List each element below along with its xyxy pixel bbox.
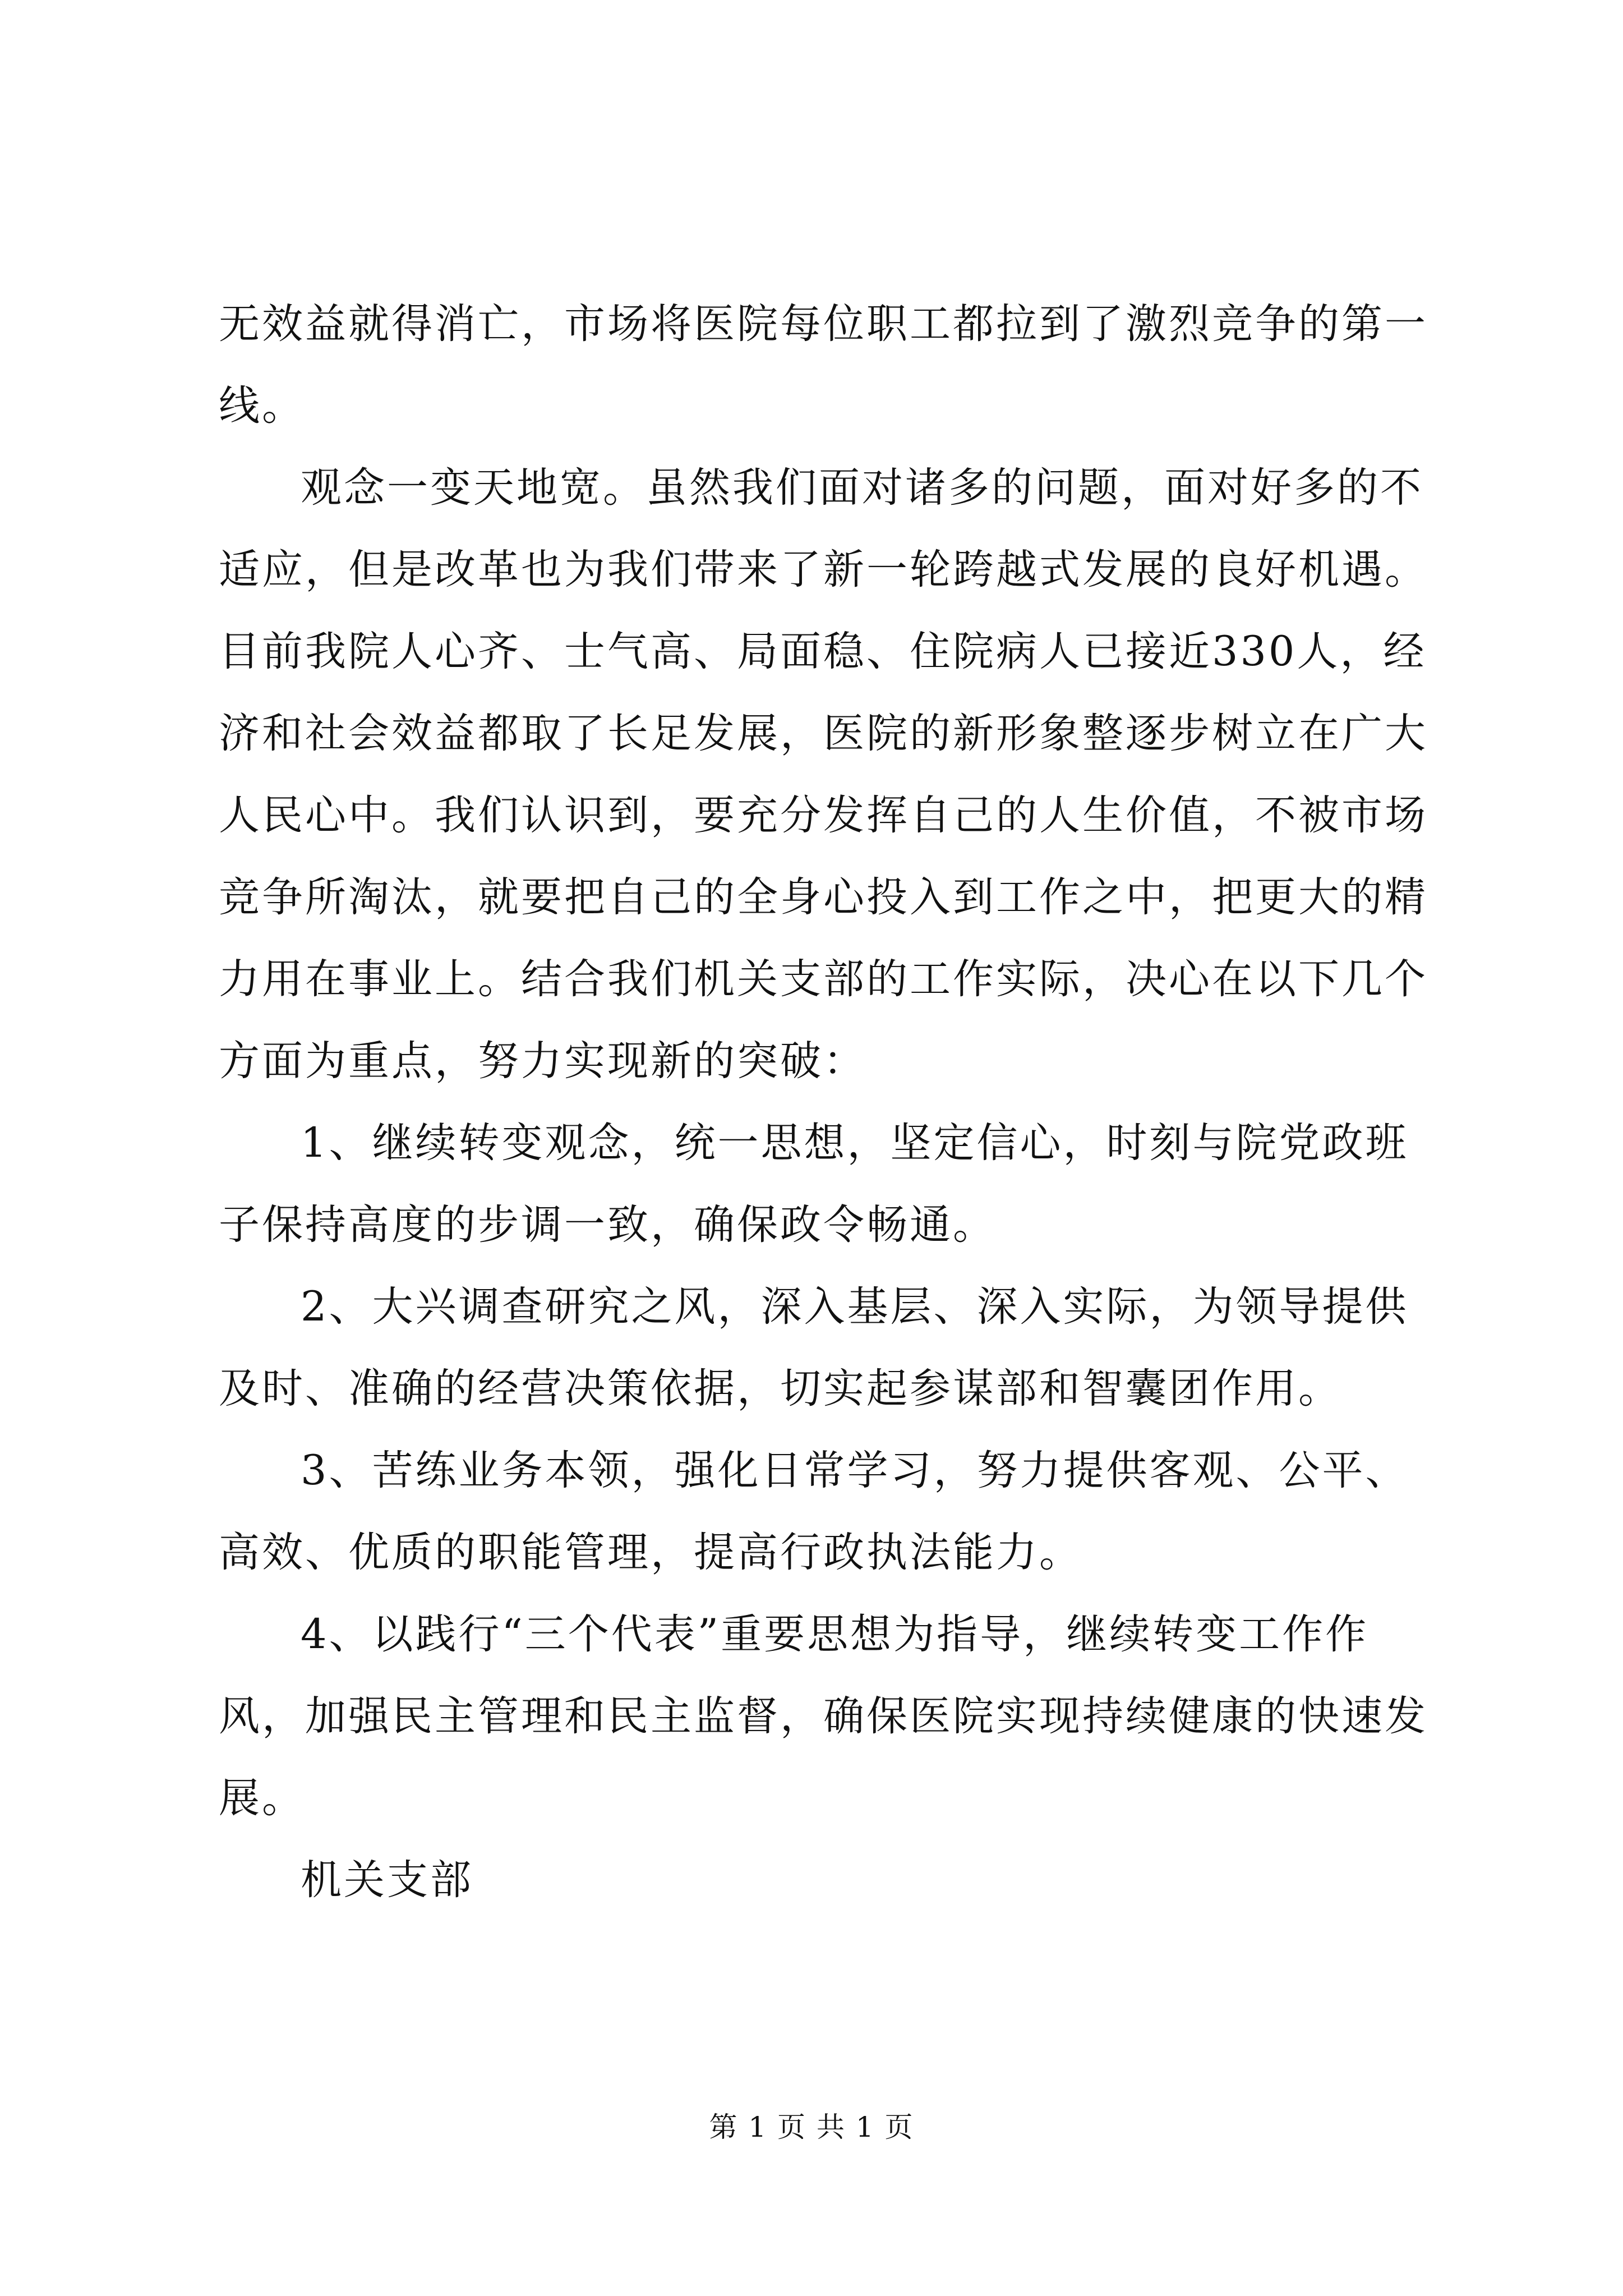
page-footer: 第 1 页 共 1 页 <box>709 2111 914 2143</box>
text-line: 及时、准确的经营决策依据，切实起参谋部和智囊团作用。 <box>219 1365 1341 1412</box>
paragraph-first-line: 观念一变天地宽。虽然我们面对诸多的问题，面对好多的不 <box>301 464 1423 512</box>
list-item-1-first-line: 1、继续转变观念，统一思想，坚定信心，时刻与院党政班 <box>301 1119 1409 1167</box>
text-line: 竞争所淘汰，就要把自己的全身心投入到工作之中，把更大的精 <box>219 873 1428 921</box>
text-line: 方面为重点，努力实现新的突破： <box>219 1037 866 1085</box>
list-item-4-first-line: 4、以践行“三个代表”重要思想为指导，继续转变工作作 <box>301 1611 1369 1658</box>
signature-text: 机关支部 <box>301 1856 473 1904</box>
text-line: 目前我院人心齐、士气高、局面稳、住院病人已接近330人，经 <box>219 628 1427 675</box>
text-line: 人民心中。我们认识到，要充分发挥自己的人生价值，不被市场 <box>219 792 1428 839</box>
text-line: 适应，但是改革也为我们带来了新一轮跨越式发展的良好机遇。 <box>219 546 1428 593</box>
text-line: 济和社会效益都取了长足发展，医院的新形象整逐步树立在广大 <box>219 710 1428 757</box>
text-line: 展。 <box>219 1774 305 1822</box>
list-item-3-first-line: 3、苦练业务本领，强化日常学习，努力提供客观、公平、 <box>301 1447 1409 1494</box>
text-line: 子保持高度的步调一致，确保政令畅通。 <box>219 1201 996 1249</box>
text-line: 线。 <box>219 382 305 430</box>
list-item-2-first-line: 2、大兴调查研究之风，深入基层、深入实际，为领导提供 <box>301 1283 1409 1331</box>
text-line: 高效、优质的职能管理，提高行政执法能力。 <box>219 1529 1082 1576</box>
text-line: 风，加强民主管理和民主监督，确保医院实现持续健康的快速发 <box>219 1692 1428 1740</box>
text-line: 无效益就得消亡，市场将医院每位职工都拉到了激烈竞争的第一 <box>219 300 1428 348</box>
text-line: 力用在事业上。结合我们机关支部的工作实际，决心在以下几个 <box>219 955 1428 1003</box>
